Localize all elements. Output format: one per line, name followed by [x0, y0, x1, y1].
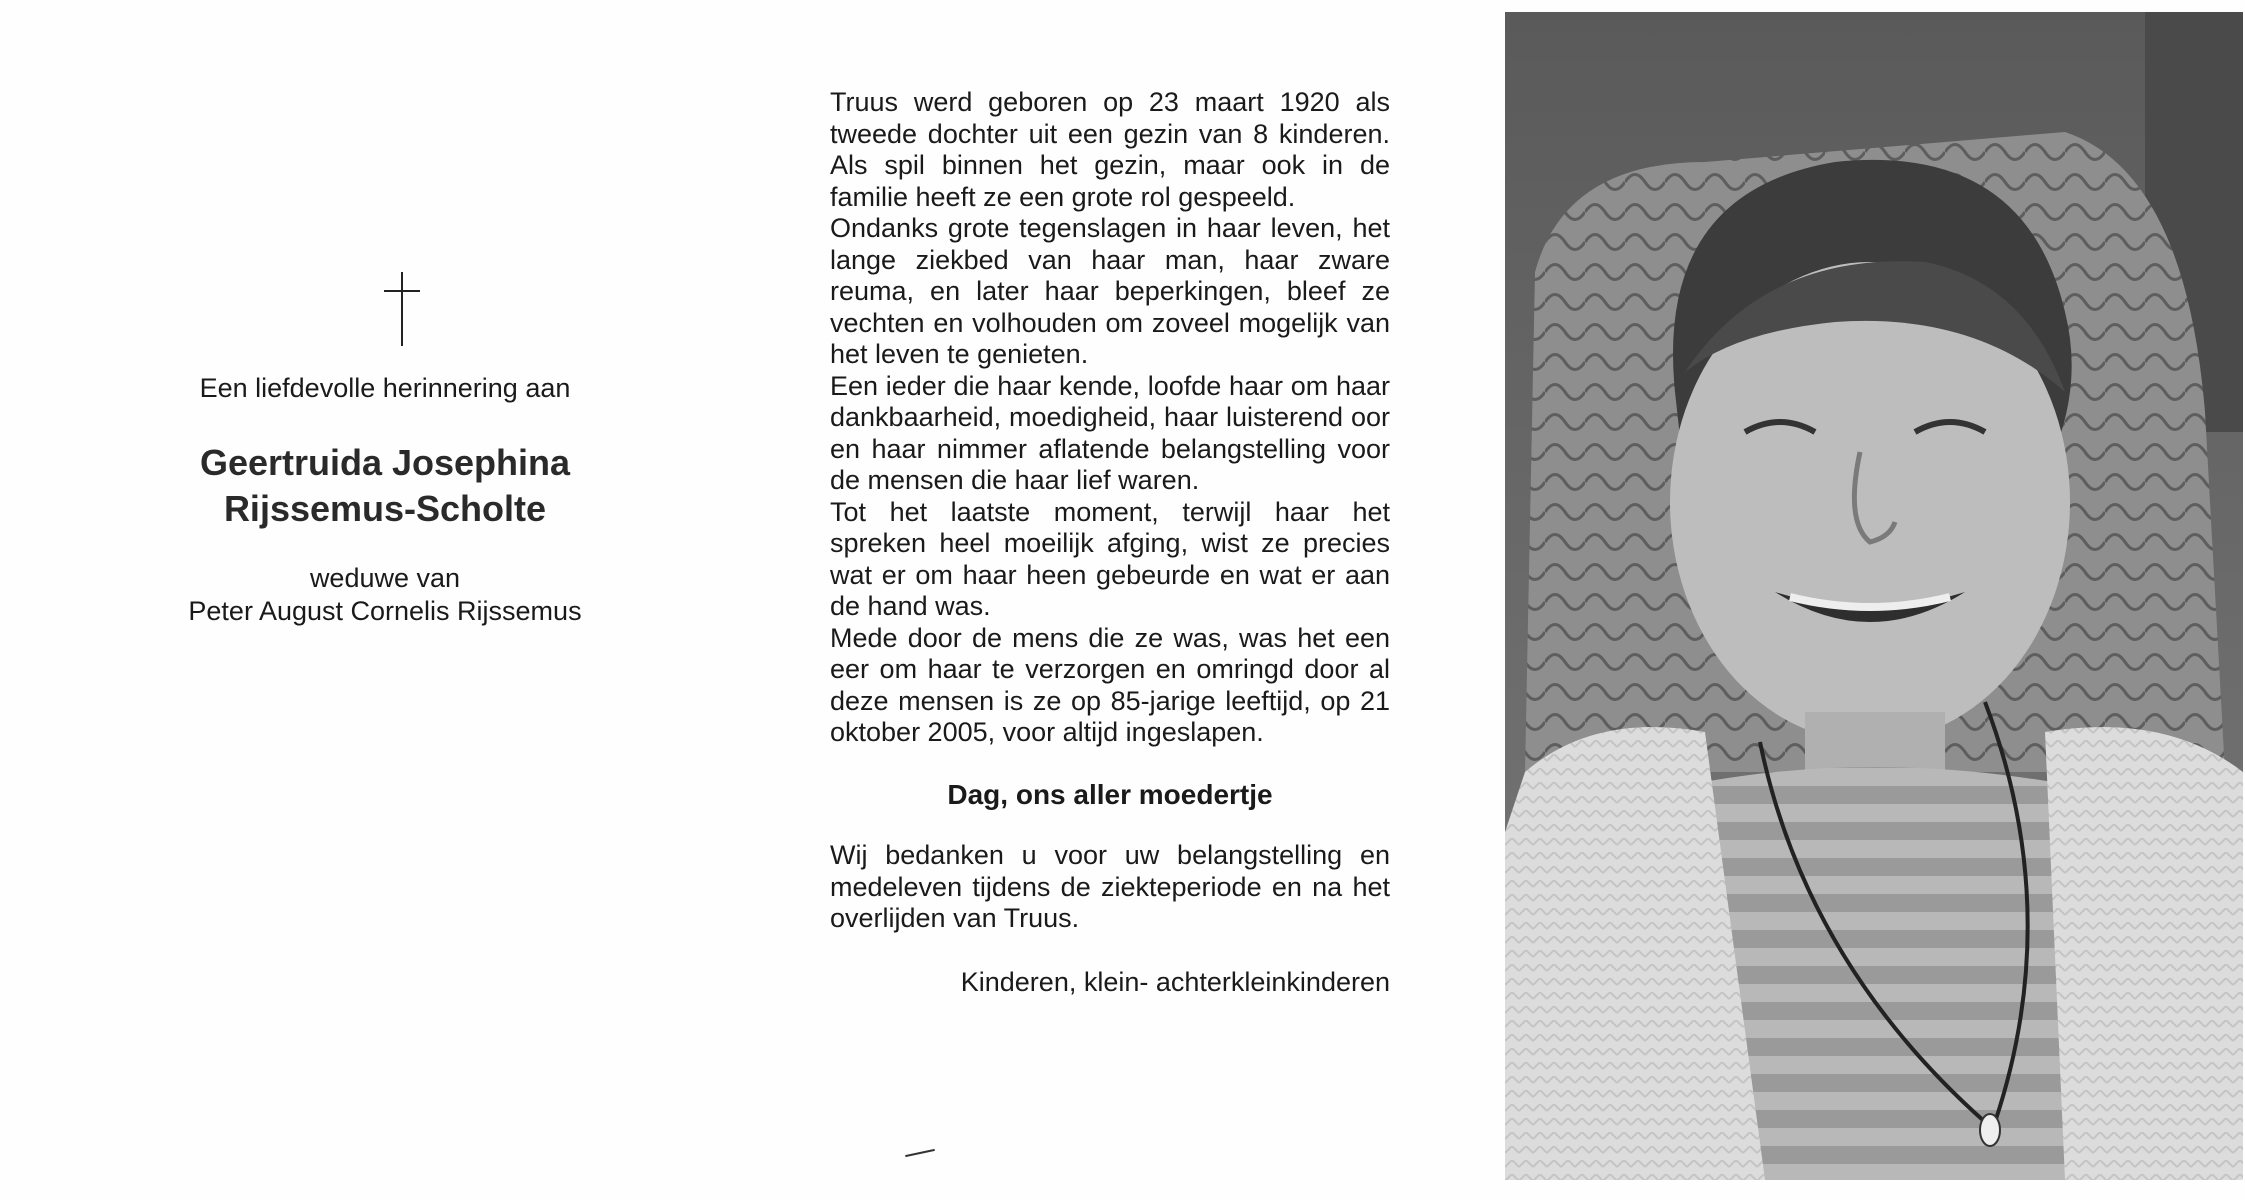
bio-paragraph: Ondanks grote tegenslagen in haar leven, het lange ziekbed van haar man, haar zware reuma, en later haar beperkingen, bleef ze vechten en volhouden om zoveel mogelijk van het leven te genieten.: [830, 213, 1390, 369]
bio-paragraph: Truus werd geboren op 23 maart 1920 als tweede dochter uit een gezin van 8 kinderen. Als spil binnen het gezin, maar ook in de familie heeft ze een grote rol gespeeld.: [830, 87, 1390, 212]
thanks-text: Wij bedanken u voor uw belangstelling en medeleven tijdens de ziekteperiode en na het overlijden van Truus.: [830, 840, 1390, 933]
intro-text: Een liefdevolle herinnering aan: [199, 373, 571, 403]
spouse-prefix: weduwe van: [309, 563, 461, 593]
cross-icon: [384, 272, 420, 346]
farewell-heading: Dag, ons aller moedertje: [947, 778, 1273, 810]
left-panel: [20, 0, 750, 1200]
portrait-illustration: [1505, 12, 2243, 1180]
bio-paragraph: Mede door de mens die ze was, was het een eer om haar te verzorgen en omringd door al deze mensen is ze op 85-jarige leeftijd, op 21 oktober 2005, voor altijd ingeslapen.: [830, 622, 1390, 747]
bio-paragraph: Een ieder die haar kende, loofde haar om haar dankbaarheid, moedigheid, haar luisterend oor en haar nimmer aflatende belangstelling voor de mensen die haar lief waren.: [830, 370, 1390, 495]
deceased-name: [20, 440, 750, 532]
name-line-2: Rijssemus-Scholte: [223, 488, 547, 529]
portrait-photo: [1505, 12, 2243, 1180]
pen-mark: [905, 1149, 935, 1157]
biography-text: [830, 87, 1390, 749]
spouse-name: Peter August Cornelis Rijssemus: [188, 596, 582, 626]
signature: Kinderen, klein- achterkleinkinderen: [960, 966, 1390, 997]
cardigan-right: [2045, 727, 2243, 1180]
biography-panel: [830, 87, 1390, 998]
name-line-1: Geertruida Josephina: [199, 442, 571, 483]
bio-paragraph: Tot het laatste moment, terwijl haar het spreken heel moeilijk afging, wist ze precies wat er om haar heen gebeurde en wat er aan de hand was.: [830, 496, 1390, 621]
spouse-block: [20, 562, 750, 628]
